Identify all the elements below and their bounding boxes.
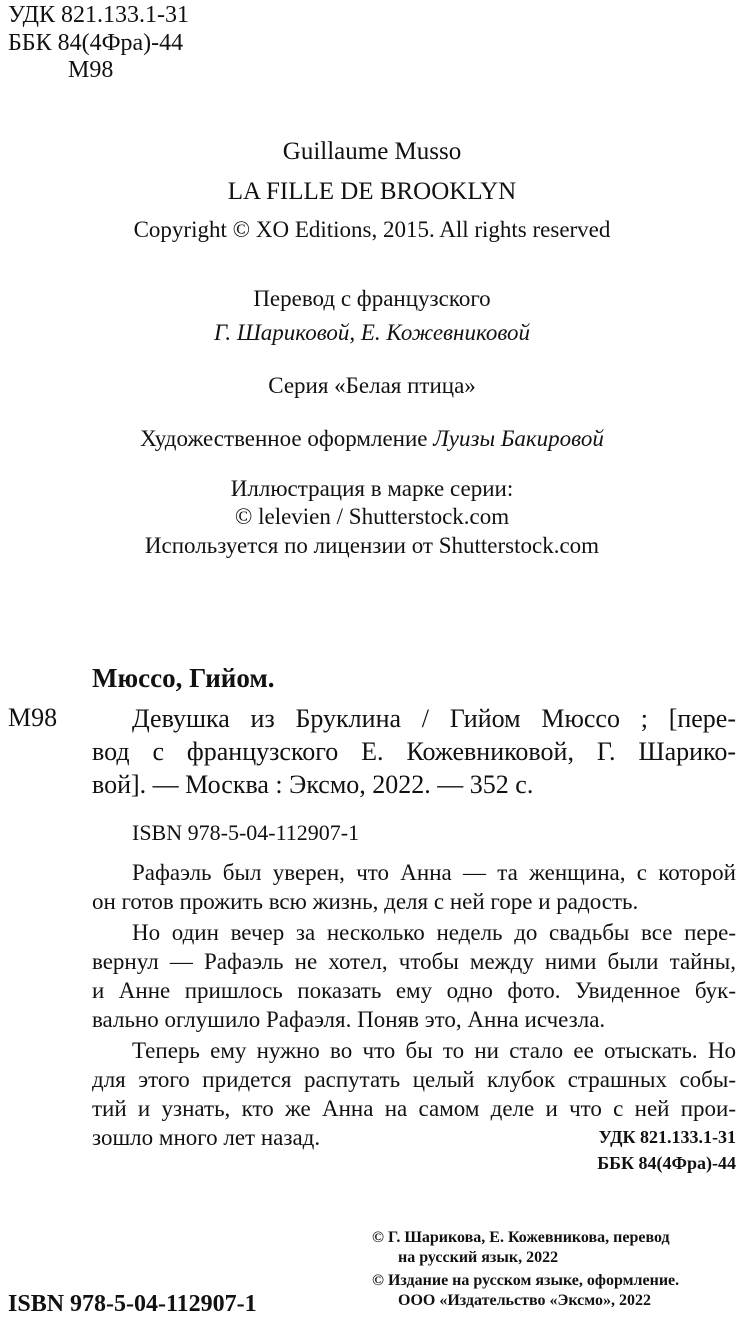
author-mark: М98 <box>68 57 114 83</box>
annotation-line: Но один вечер за несколько недель до свадьбы все пере- <box>132 920 736 945</box>
copyrights <box>372 1228 736 1311</box>
bottom-isbn: ISBN 978-5-04-112907-1 <box>8 1291 257 1317</box>
catalog-heading: Мюссо, Гийом. <box>92 663 275 693</box>
copyright-edition-line1: © Издание на русском языке, оформление. <box>372 1272 680 1289</box>
original-author: Guillaume Musso <box>282 138 462 165</box>
illustration-line1: Иллюстрация в марке серии: <box>230 476 514 501</box>
footer-bbk: ББК 84(4Фра)-44 <box>597 1153 736 1173</box>
annotation <box>92 858 736 1152</box>
annotation-line: для этого придется распутать целый клубок страшных собы- <box>92 1067 736 1092</box>
catalog-line: Девушка из Бруклина / Гийом Мюссо ; [пере- <box>132 704 736 733</box>
original-copyright: Copyright © XO Editions, 2015. All rights reserved <box>133 217 611 242</box>
footer-udk: УДК 821.133.1-31 <box>598 1127 736 1147</box>
annotation-line: тий и узнать, кто же Анна на самом деле и что с ней прои- <box>92 1096 736 1121</box>
design-label: Художественное оформление <box>140 426 428 451</box>
annotation-line: вально оглушило Рафаэля. Поняв это, Анна исчезла. <box>92 1007 606 1032</box>
design-credit <box>0 424 744 454</box>
illustration-line3: Используется по лицензии от Shutterstock.com <box>144 533 600 558</box>
catalog-line: вод с французского Е. Кожевниковой, Г. Шарико- <box>92 737 736 766</box>
original-title: LA FILLE DE BROOKLYN <box>227 178 517 205</box>
annotation-line: Теперь ему нужно во что бы то ни стало ее отыскать. Но <box>132 1038 736 1063</box>
series: Серия «Белая птица» <box>268 373 476 398</box>
annotation-line: он готов прожить всю жизнь, деля с ней горе и радость. <box>92 889 639 914</box>
illustration-line2: © lelevien / Shutterstock.com <box>234 504 510 529</box>
translation-label: Перевод с французского <box>253 286 491 311</box>
udk-code: УДК 821.133.1-31 <box>8 2 189 28</box>
designer-name: Луизы Бакировой <box>433 426 604 451</box>
copyright-translation-line2: на русский язык, 2022 <box>398 1249 559 1266</box>
catalog-entry <box>92 702 736 801</box>
annotation-line: и Анне пришлось показать ему одно фото. Увиденное бук- <box>92 978 736 1003</box>
annotation-line: вернул — Рафаэль не хотел, чтобы между ними были тайны, <box>92 949 736 974</box>
annotation-line: зошло много лет назад. <box>92 1125 321 1150</box>
annotation-line: Рафаэль был уверен, что Анна — та женщина, с которой <box>132 860 736 885</box>
catalog-isbn: ISBN 978-5-04-112907-1 <box>132 820 360 845</box>
catalog-line: вой]. — Москва : Эксмо, 2022. — 352 с. <box>92 770 534 799</box>
copyright-translation-line1: © Г. Шарикова, Е. Кожевникова, перевод <box>372 1229 670 1246</box>
copyright-edition-line2: ООО «Издательство «Эксмо», 2022 <box>398 1292 651 1309</box>
footer-codes <box>597 1124 736 1176</box>
translators: Г. Шариковой, Е. Кожевниковой <box>213 320 531 345</box>
bbk-code: ББК 84(4Фра)-44 <box>8 30 184 56</box>
catalog-mark: М98 <box>8 703 58 732</box>
